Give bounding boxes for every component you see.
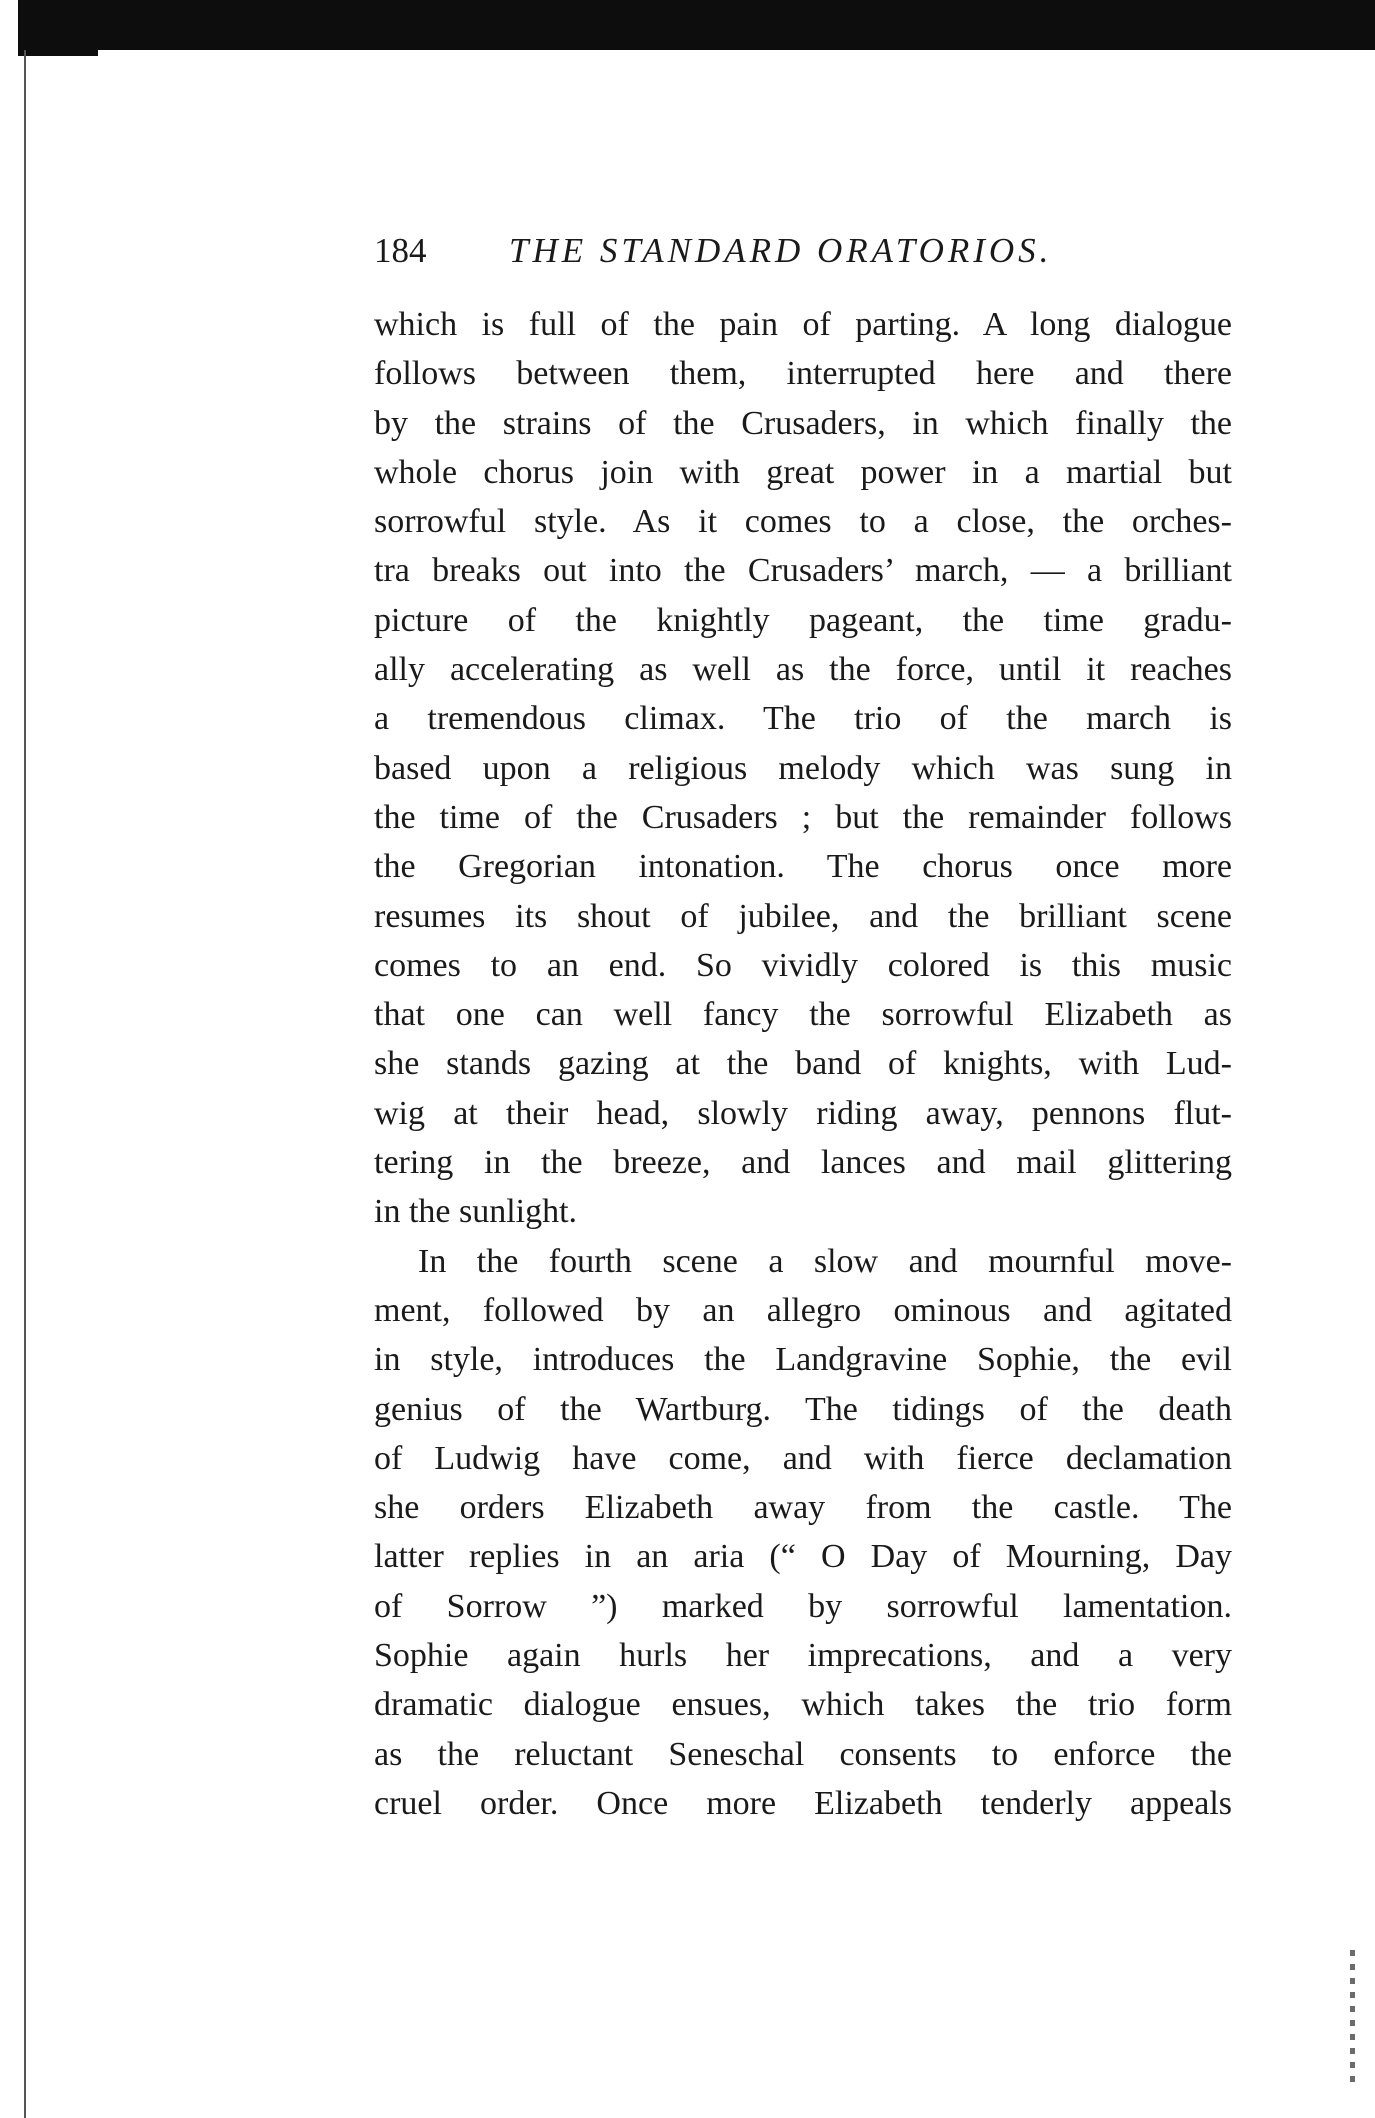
text-line: wig at their head, slowly riding away, pennons flut-: [374, 1094, 1232, 1132]
text-line: of Sorrow ”) marked by sorrowful lamentation.: [374, 1587, 1232, 1625]
scan-edge-speckles: [1350, 1950, 1355, 2090]
text-line: genius of the Wartburg. The tidings of the death: [374, 1390, 1232, 1428]
text-line: ment, followed by an allegro ominous and agitated: [374, 1291, 1232, 1329]
text-line: tering in the breeze, and lances and mail glittering: [374, 1144, 1232, 1182]
text-line: of Ludwig have come, and with fierce declamation: [374, 1439, 1232, 1477]
text-line: picture of the knightly pageant, the time gradu-: [374, 601, 1232, 639]
page-number: 184: [374, 231, 427, 270]
text-line: latter replies in an aria (“ O Day of Mourning, Day: [374, 1538, 1232, 1576]
paragraph-end-line: in the sunlight.: [374, 1193, 578, 1231]
running-title: THE STANDARD ORATORIOS.: [509, 231, 1053, 270]
text-line: a tremendous climax. The trio of the march is: [374, 700, 1232, 738]
text-line: Sophie again hurls her imprecations, and a very: [374, 1637, 1232, 1675]
text-line: that one can well fancy the sorrowful Elizabeth as: [374, 996, 1232, 1034]
text-line: resumes its shout of jubilee, and the brilliant scene: [374, 897, 1232, 935]
body-text: [374, 300, 1232, 1828]
text-line: tra breaks out into the Crusaders’ march, — a brilliant: [374, 552, 1232, 590]
text-line: dramatic dialogue ensues, which takes the trio form: [374, 1686, 1232, 1724]
text-line: sorrowful style. As it comes to a close, the orches-: [374, 503, 1232, 541]
text-line: she orders Elizabeth away from the castle. The: [374, 1489, 1232, 1527]
text-line: as the reluctant Seneschal consents to enforce the: [374, 1735, 1232, 1773]
scan-border-top-lip: [18, 50, 98, 56]
text-line: in style, introduces the Landgravine Sophie, the evil: [374, 1341, 1232, 1379]
text-line: follows between them, interrupted here and there: [374, 355, 1232, 393]
text-line: based upon a religious melody which was sung in: [374, 749, 1232, 787]
paragraph-start-line: In the fourth scene a slow and mournful move-: [418, 1242, 1232, 1280]
text-line: ally accelerating as well as the force, until it reaches: [374, 651, 1232, 689]
scan-border-left: [24, 50, 26, 2118]
text-line: cruel order. Once more Elizabeth tenderly appeals: [374, 1784, 1232, 1822]
text-line: whole chorus join with great power in a martial but: [374, 453, 1232, 491]
text-line: she stands gazing at the band of knights, with Lud-: [374, 1045, 1232, 1083]
text-line: by the strains of the Crusaders, in which finally the: [374, 404, 1232, 442]
text-line: the time of the Crusaders ; but the remainder follows: [374, 798, 1232, 836]
running-header: [374, 226, 1234, 276]
text-line: comes to an end. So vividly colored is this music: [374, 946, 1232, 984]
text-line: which is full of the pain of parting. A long dialogue: [374, 306, 1232, 343]
text-line: the Gregorian intonation. The chorus once more: [374, 848, 1232, 886]
scan-border-top: [18, 0, 1375, 50]
